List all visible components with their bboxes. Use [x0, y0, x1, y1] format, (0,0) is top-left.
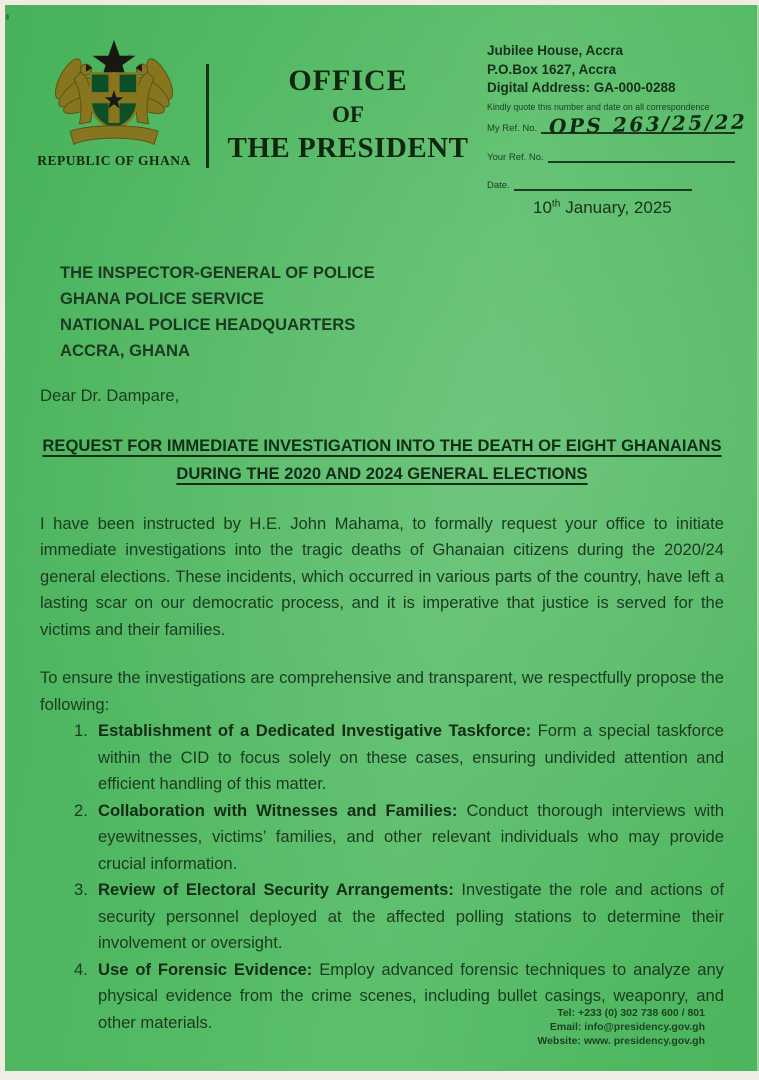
scan-speck — [6, 14, 9, 20]
list-item-number: 1. — [74, 721, 88, 740]
footer-email: Email: info@presidency.gov.gh — [549, 1021, 705, 1033]
letterhead-divider — [206, 64, 209, 168]
recipient-line: THE INSPECTOR-GENERAL OF POLICE — [60, 263, 375, 282]
footer-tel: Tel: +233 (0) 302 738 600 / 801 — [557, 1007, 705, 1019]
date-ref-row — [487, 176, 692, 191]
letter-date-rest: January, 2025 — [565, 198, 672, 217]
recipient-line: GHANA POLICE SERVICE — [60, 289, 264, 308]
office-title — [220, 64, 476, 165]
list-item-text: Employ advanced forensic techniques to analyze any physical evidence from the crime scenes, including bullet casings, weaponry, and other materials. — [98, 959, 724, 1032]
footer-website: Website: www. presidency.gov.gh — [537, 1035, 705, 1047]
quote-note: Kindly quote this number and date on all correspondence — [487, 101, 710, 112]
list-item-title: Collaboration with Witnesses and Families: — [98, 800, 458, 820]
office-title-line1: OFFICE — [288, 64, 408, 97]
list-item-text: Conduct thorough interviews with eyewitnesses, victims’ families, and other relevant individuals who may provide crucial information. — [98, 800, 724, 873]
letterhead-address-block — [487, 42, 748, 191]
list-item-body — [98, 877, 724, 957]
subject-line-2: DURING THE 2020 AND 2024 GENERAL ELECTIONS — [176, 463, 588, 483]
your-ref-label: Your Ref. No. — [487, 151, 544, 163]
letter-date-day: 10 — [533, 198, 552, 217]
list-item-title: Use of Forensic Evidence: — [98, 959, 313, 979]
list-item-body — [98, 798, 724, 878]
office-title-line2: OF — [332, 102, 364, 127]
scan-edge-top — [0, 0, 759, 5]
subject-heading — [40, 432, 724, 488]
list-item-2 — [40, 798, 724, 878]
salutation: Dear Dr. Dampare, — [40, 386, 180, 405]
list-item-number: 4. — [74, 959, 88, 979]
my-ref-underline — [541, 108, 748, 139]
proposal-list — [40, 718, 724, 1036]
letter-date-ordinal: th — [551, 198, 561, 210]
list-item-text: Form a special taskforce within the CID to focus solely on these cases, ensuring undivided attention and efficient handling of this matter. — [98, 721, 724, 793]
list-item-text: Investigate the role and actions of security personnel deployed at the affected polling stations to determine their involvement or oversight. — [98, 880, 724, 952]
date-ref-underline — [514, 176, 692, 191]
your-ref-row — [487, 148, 735, 163]
list-item-title: Establishment of a Dedicated Investigative Taskforce: — [98, 721, 532, 740]
paragraph-1: I have been instructed by H.E. John Mahama, to formally request your office to initiate immediate investigations into the tragic deaths of Ghanaian citizens during the 2020/24 general elections. These incidents, which occurred in various parts of the country, have left a lasting scar on our democratic process, and it is imperative that justice is served for the victims and their families. — [40, 513, 724, 639]
my-ref-row — [487, 108, 748, 139]
address-line: Digital Address: GA-000-0288 — [487, 80, 676, 95]
recipient-line: NATIONAL POLICE HEADQUARTERS — [60, 315, 356, 334]
emblem-caption: REPUBLIC OF GHANA — [37, 153, 191, 168]
list-item-title: Review of Electoral Security Arrangements: — [98, 880, 454, 899]
list-item-number: 2. — [74, 800, 88, 820]
date-ref-label: Date. — [487, 179, 510, 191]
list-item-body — [98, 718, 724, 798]
office-title-line3: THE PRESIDENT — [227, 132, 469, 164]
my-ref-label: My Ref. No. — [487, 122, 538, 134]
recipient-line: ACCRA, GHANA — [60, 341, 190, 360]
subject-line-1: REQUEST FOR IMMEDIATE INVESTIGATION INTO THE DEATH OF EIGHT GHANAIANS — [42, 435, 722, 455]
letter-date — [533, 198, 672, 218]
address-line: Jubilee House, Accra — [487, 43, 624, 58]
proposal-intro: To ensure the investigations are comprehensive and transparent, we respectfully propose the following: — [40, 668, 724, 714]
scan-edge-left — [0, 0, 5, 1080]
letter-body — [40, 260, 724, 1036]
letter-footer — [537, 1006, 705, 1048]
list-item-number: 3. — [74, 880, 88, 899]
scan-speck — [127, 54, 132, 58]
address-line: P.O.Box 1627, Accra — [487, 61, 617, 77]
your-ref-underline — [548, 148, 735, 163]
list-item-3 — [40, 877, 724, 957]
recipient-block — [40, 260, 724, 364]
ghana-coat-of-arms-icon — [44, 36, 184, 152]
my-ref-handwritten-value: OPS 263/25/22 — [548, 108, 748, 139]
list-item-1 — [40, 718, 724, 798]
scan-edge-bottom — [0, 1071, 759, 1080]
